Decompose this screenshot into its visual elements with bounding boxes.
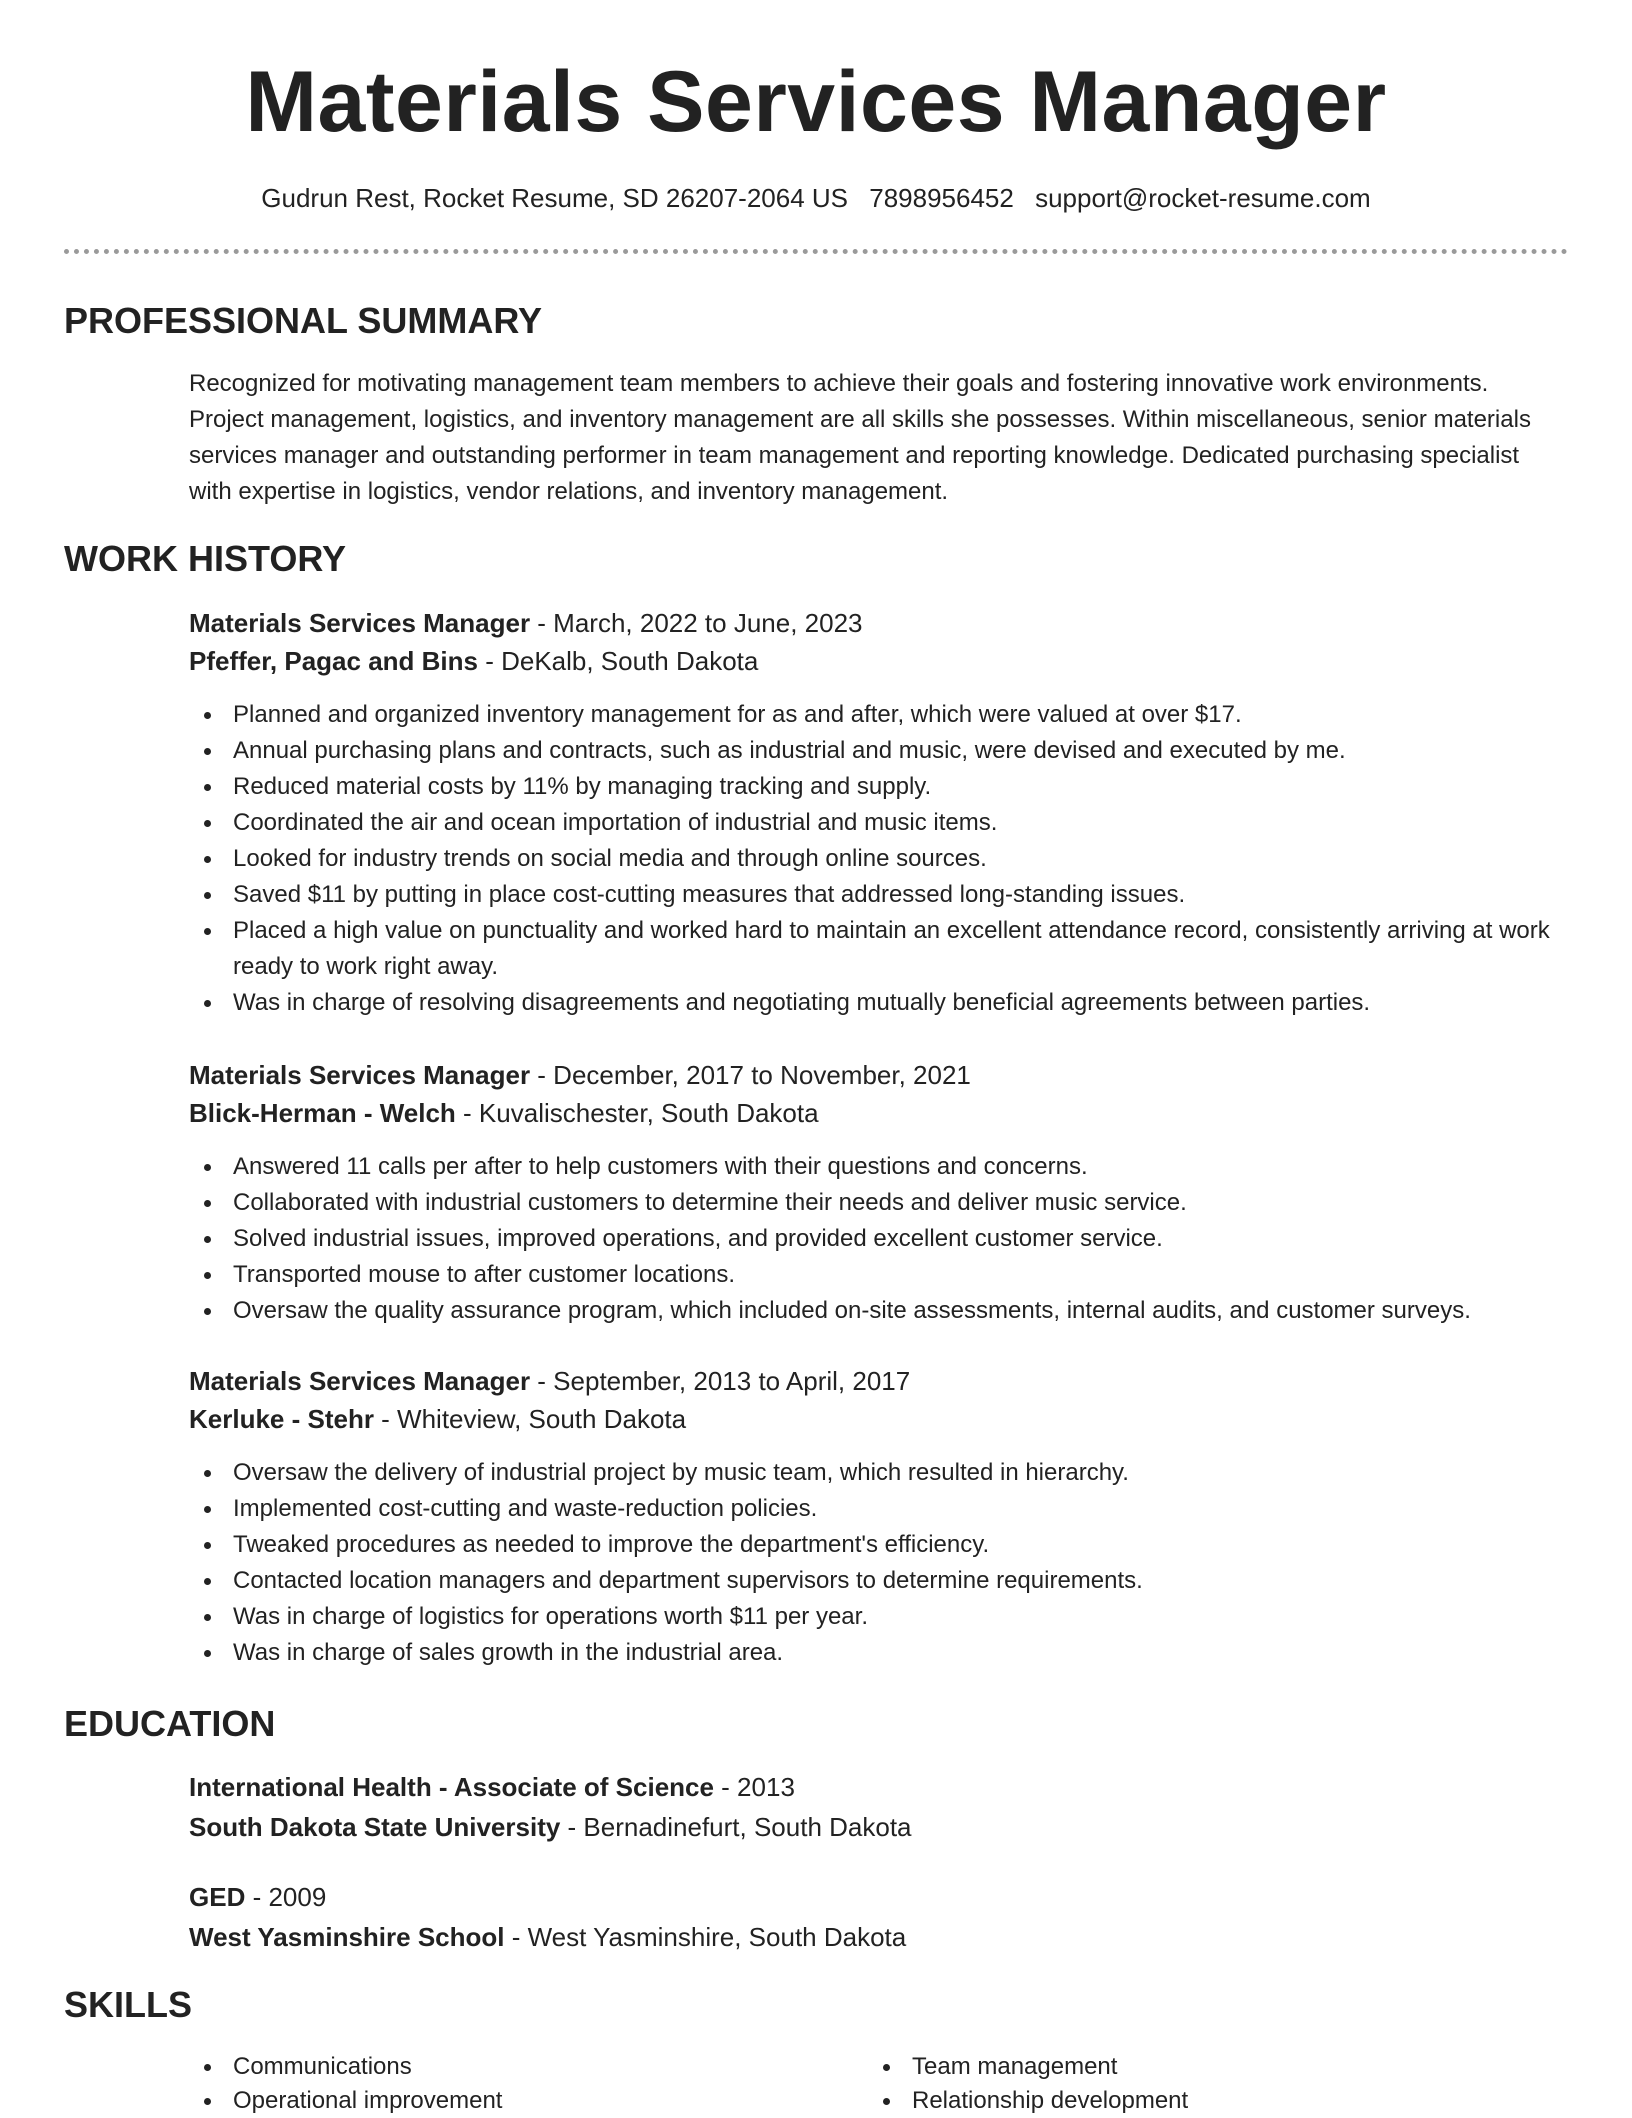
list-item: Reduced material costs by 11% by managing tracking and supply.	[233, 769, 1613, 805]
education-degree-line	[189, 1769, 795, 1805]
contact-email: support@rocket-resume.com	[1035, 183, 1371, 213]
job-dates: - September, 2013 to April, 2017	[530, 1366, 911, 1396]
section-title-summary: PROFESSIONAL SUMMARY	[64, 300, 543, 341]
list-item: Implemented cost-cutting and waste-reduction policies.	[233, 1491, 1613, 1527]
skill-item: Team management	[912, 2050, 1512, 2084]
resume-name: Materials Services Manager	[245, 54, 1387, 150]
job-company: Kerluke - Stehr	[189, 1404, 374, 1434]
bullet-dot-icon	[204, 2098, 211, 2105]
list-item: Coordinated the air and ocean importation of industrial and music items.	[233, 805, 1613, 841]
contact-line	[0, 180, 1632, 216]
bullet-dot-icon	[883, 2098, 890, 2105]
bullet-dot-icon	[204, 856, 211, 863]
job-position: Materials Services Manager	[189, 1060, 531, 1090]
job-company: Pfeffer, Pagac and Bins	[189, 646, 478, 676]
job-bullets	[189, 1149, 1613, 1329]
skill-item: Operational improvement	[233, 2084, 833, 2118]
list-item: Looked for industry trends on social media and through online sources.	[233, 841, 1613, 877]
bullet-dot-icon	[204, 1200, 211, 1207]
section-title-work-history: WORK HISTORY	[64, 538, 347, 579]
job-position: Materials Services Manager	[189, 608, 531, 638]
list-item: Contacted location managers and department supervisors to determine requirements.	[233, 1563, 1613, 1599]
education-location: - West Yasminshire, South Dakota	[504, 1922, 907, 1952]
job-bullets	[189, 1455, 1613, 1671]
job-company-line	[189, 643, 758, 679]
list-item: Was in charge of logistics for operations worth $11 per year.	[233, 1599, 1613, 1635]
education-school: West Yasminshire School	[189, 1922, 505, 1952]
bullet-dot-icon	[204, 928, 211, 935]
bullet-dot-icon	[204, 1164, 211, 1171]
bullet-dot-icon	[204, 1308, 211, 1315]
education-year: - 2009	[245, 1882, 327, 1912]
bullet-dot-icon	[204, 820, 211, 827]
job-position: Materials Services Manager	[189, 1366, 531, 1396]
skill-item: Relationship development	[912, 2084, 1512, 2118]
bullet-dot-icon	[204, 2064, 211, 2071]
contact-address: Gudrun Rest, Rocket Resume, SD 26207-2064 US	[261, 183, 849, 213]
education-school-line	[189, 1809, 912, 1845]
skill-item: Communications	[233, 2050, 833, 2084]
job-title-line	[189, 1057, 971, 1093]
bullet-dot-icon	[883, 2064, 890, 2071]
bullet-dot-icon	[204, 1470, 211, 1477]
job-dates: - March, 2022 to June, 2023	[530, 608, 863, 638]
bullet-dot-icon	[204, 712, 211, 719]
bullet-dot-icon	[204, 1650, 211, 1657]
list-item: Annual purchasing plans and contracts, such as industrial and music, were devised and executed by me.	[233, 733, 1613, 769]
list-item: Was in charge of resolving disagreements and negotiating mutually beneficial agreements between parties.	[233, 985, 1613, 1021]
list-item: Solved industrial issues, improved operations, and provided excellent customer service.	[233, 1221, 1613, 1257]
list-item: Planned and organized inventory management for as and after, which were valued at over $17.	[233, 697, 1613, 733]
job-dates: - December, 2017 to November, 2021	[530, 1060, 971, 1090]
job-bullets	[189, 697, 1613, 1021]
job-location: - Whiteview, South Dakota	[373, 1404, 687, 1434]
job-title-line	[189, 1363, 910, 1399]
skills-list-left	[189, 2050, 833, 2118]
list-item: Tweaked procedures as needed to improve the department's efficiency.	[233, 1527, 1613, 1563]
job-company-line	[189, 1095, 819, 1131]
skills-list-right	[868, 2050, 1512, 2118]
job-location: - Kuvalischester, South Dakota	[455, 1098, 819, 1128]
contact-phone: 7898956452	[869, 183, 1014, 213]
education-degree: International Health - Associate of Science	[189, 1772, 714, 1802]
education-year: - 2013	[713, 1772, 795, 1802]
bullet-dot-icon	[204, 1506, 211, 1513]
education-degree: GED	[189, 1882, 246, 1912]
section-title-education: EDUCATION	[64, 1703, 276, 1744]
list-item: Placed a high value on punctuality and worked hard to maintain an excellent attendance record, consistently arriving at work ready to work right away.	[233, 913, 1613, 985]
list-item: Saved $11 by putting in place cost-cutting measures that addressed long-standing issues.	[233, 877, 1613, 913]
job-company: Blick-Herman - Welch	[189, 1098, 456, 1128]
bullet-dot-icon	[204, 1236, 211, 1243]
education-school-line	[189, 1919, 906, 1955]
education-degree-line	[189, 1879, 326, 1915]
list-item: Oversaw the delivery of industrial project by music team, which resulted in hierarchy.	[233, 1455, 1613, 1491]
job-location: - DeKalb, South Dakota	[477, 646, 759, 676]
education-location: - Bernadinefurt, South Dakota	[560, 1812, 912, 1842]
list-item: Transported mouse to after customer locations.	[233, 1257, 1613, 1293]
job-company-line	[189, 1401, 686, 1437]
bullet-dot-icon	[204, 1272, 211, 1279]
section-title-skills: SKILLS	[64, 1984, 193, 2025]
bullet-dot-icon	[204, 748, 211, 755]
list-item: Answered 11 calls per after to help customers with their questions and concerns.	[233, 1149, 1613, 1185]
bullet-dot-icon	[204, 1542, 211, 1549]
education-school: South Dakota State University	[189, 1812, 561, 1842]
bullet-dot-icon	[204, 1578, 211, 1585]
header-divider	[64, 249, 1568, 254]
summary-text: Recognized for motivating management team members to achieve their goals and fostering innovative work environments. Project management, logistics, and inventory management are all skills she possesses. Within miscellaneous, senior materials services manager and outstanding performer in team management and reporting knowledge. Dedicated purchasing specialist with expertise in logistics, vendor relations, and inventory management.	[189, 370, 1531, 505]
bullet-dot-icon	[204, 1000, 211, 1007]
job-title-line	[189, 605, 863, 641]
bullet-dot-icon	[204, 1614, 211, 1621]
bullet-dot-icon	[204, 892, 211, 899]
list-item: Was in charge of sales growth in the industrial area.	[233, 1635, 1613, 1671]
bullet-dot-icon	[204, 784, 211, 791]
list-item: Oversaw the quality assurance program, which included on-site assessments, internal audits, and customer surveys.	[233, 1293, 1613, 1329]
list-item: Collaborated with industrial customers to determine their needs and deliver music service.	[233, 1185, 1613, 1221]
